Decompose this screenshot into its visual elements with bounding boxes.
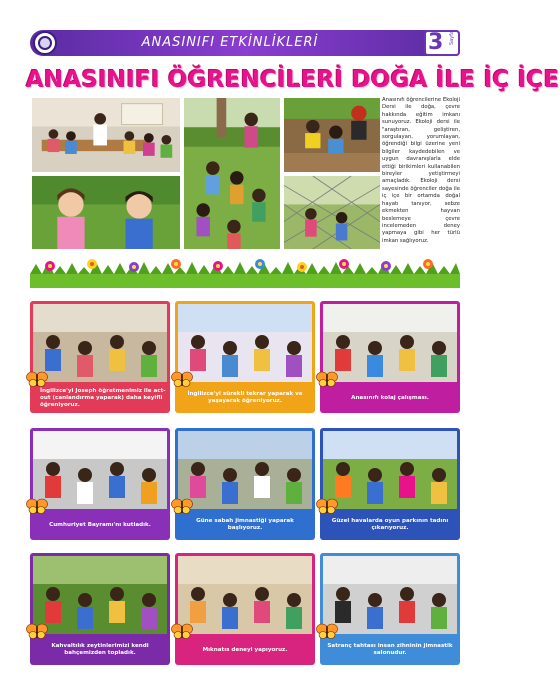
activity-caption: Satranç tahtası insan zihninin jimnastik salonudur. (327, 643, 453, 656)
activity-card (30, 428, 170, 540)
collage-photo-planting (282, 96, 382, 174)
activity-photo (323, 304, 457, 382)
flower-border (30, 254, 460, 288)
activity-card (320, 553, 460, 665)
activity-caption: Anasınıfı kolaj çalışması. (351, 394, 429, 401)
intro-paragraph: Anasınıfı öğrencilerine Ekoloji Dersi ile doğa, çevre hakkında eğitim imkanı sunuyoruz. Ekoloji dersi ile "araştıran, geliştiren, sorgulayan, yorumlayan, öğrendiği bilgi üzerine yeni bilgiler kaydedebilen ve uygun davranışlarla elde ettiği birikimleri kullanabilen bireyler yetiştirmeyi amaçladık. Ekoloji dersi sayesinde öğrenciler doğa ile iç içe bir ortamda doğal hayatı tanıyor, sebze ekmekten hayvan beslemeye çevre incelemeden deney yapmaya gibi her türlü imkan sağlıyoruz. (382, 97, 460, 244)
activity-photo (323, 431, 457, 509)
activity-photo (323, 556, 457, 634)
page-number: 3 (428, 30, 444, 55)
page-label: Sayfa (449, 30, 455, 45)
collage-photo-classroom (30, 96, 182, 174)
activity-photo (33, 556, 167, 634)
main-title: ANASINIFI ÖĞRENCİLERİ DOĞA İLE İÇ İÇE (26, 67, 560, 93)
activity-photo (178, 304, 312, 382)
activity-card (175, 428, 315, 540)
activity-caption: Güne sabah jimnastiği yaparak başlıyoruz. (196, 518, 294, 531)
activity-card (175, 301, 315, 413)
activity-card (320, 301, 460, 413)
collage-photo-children (30, 174, 182, 251)
activity-caption: İngilizce'yi Joseph öğretmenimiz ile act-out (canlandırma yaparak) daha keyifli öğreniyoruz. (40, 387, 166, 408)
school-logo-icon (33, 31, 57, 55)
header-title: ANASINIFI ETKİNLİKLERİ (141, 35, 319, 50)
activity-card (320, 428, 460, 540)
photo-collage (30, 96, 382, 251)
collage-photo-garden (182, 96, 282, 251)
activity-photo (178, 556, 312, 634)
collage-photo-fence (282, 174, 382, 251)
activity-caption: İngilizce'yi sürekli tekrar yaparak ve yaşayarak öğreniyoruz. (187, 391, 303, 404)
activity-card (30, 553, 170, 665)
activity-photo (178, 431, 312, 509)
activity-card (30, 301, 170, 413)
activity-caption: Mıknatıs deneyi yapıyoruz. (202, 646, 288, 653)
activity-caption: Cumhuriyet Bayramı'nı kutladık. (49, 521, 151, 528)
activity-photo (33, 304, 167, 382)
activity-caption: Kahvaltılık zeytinlerimizi kendi bahçemizden topladık. (51, 643, 149, 656)
activity-photo (33, 431, 167, 509)
activity-card (175, 553, 315, 665)
activity-caption: Güzel havalarda oyun parkının tadını çıkarıyoruz. (331, 518, 449, 531)
